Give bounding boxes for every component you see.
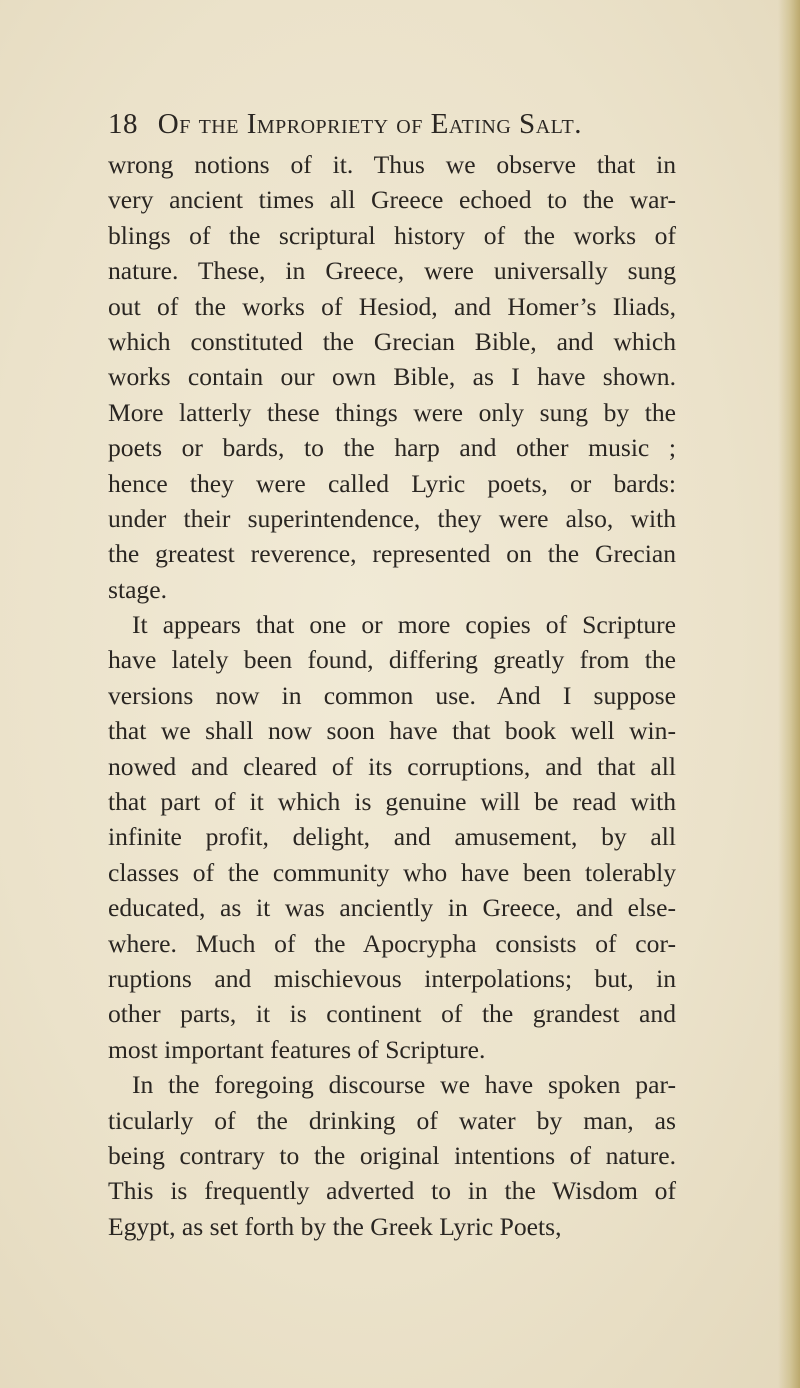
text-line: being contrary to the original intentions of nature. (108, 1140, 676, 1170)
text-line: have lately been found, differing greatly from the (108, 645, 676, 675)
text-line: wrong notions of it. Thus we observe that in (108, 150, 676, 179)
text-line: blings of the scriptural history of the works of (108, 220, 676, 250)
page-number: 18 (108, 108, 138, 140)
text-line: nature. These, in Greece, were universally sung (108, 256, 676, 286)
text-line: that we shall now soon have that book well win- (108, 716, 676, 746)
text-line: stage. (108, 574, 167, 604)
text-line: other parts, it is continent of the grandest and (108, 999, 676, 1029)
text-line: infinite profit, delight, and amusement, by all (108, 822, 676, 852)
text-line: where. Much of the Apocrypha consists of cor- (108, 928, 676, 958)
text-line: classes of the community who have been tolerably (108, 857, 676, 887)
text-line: poets or bards, to the harp and other music ; (108, 433, 676, 463)
text-line: More latterly these things were only sung by the (108, 397, 676, 427)
running-header (108, 104, 708, 144)
body-text (108, 147, 676, 1244)
page-edge-shading (778, 0, 800, 1388)
text-line: This is frequently adverted to in the Wisdom of (108, 1176, 676, 1206)
paragraph (108, 607, 676, 1067)
running-title: Of the Impropriety of Eating Salt. (157, 108, 582, 140)
text-line: educated, as it was anciently in Greece, and else- (108, 893, 676, 923)
text-line: versions now in common use. And I suppose (108, 680, 676, 710)
text-line: out of the works of Hesiod, and Homer’s Iliads, (108, 291, 676, 321)
text-line: under their superintendence, they were also, with (108, 503, 676, 533)
text-line: In the foregoing discourse we have spoken par- (132, 1070, 676, 1100)
text-line: works contain our own Bible, as I have shown. (108, 362, 676, 392)
text-line: ticularly of the drinking of water by man, as (108, 1105, 676, 1135)
text-line: most important features of Scripture. (108, 1034, 486, 1064)
text-line: ruptions and mischievous interpolations; but, in (108, 963, 676, 993)
paragraph (108, 147, 676, 607)
text-line: hence they were called Lyric poets, or bards: (108, 468, 676, 498)
text-line: very ancient times all Greece echoed to the war- (108, 185, 676, 215)
text-line: Egypt, as set forth by the Greek Lyric Poets, (108, 1211, 562, 1241)
text-line: that part of it which is genuine will be read with (108, 787, 676, 817)
text-line: nowed and cleared of its corruptions, and that all (108, 751, 676, 781)
text-line: the greatest reverence, represented on the Grecian (108, 539, 676, 569)
text-line: It appears that one or more copies of Scripture (132, 610, 676, 640)
paragraph (108, 1067, 676, 1244)
text-line: which constituted the Grecian Bible, and which (108, 326, 676, 356)
